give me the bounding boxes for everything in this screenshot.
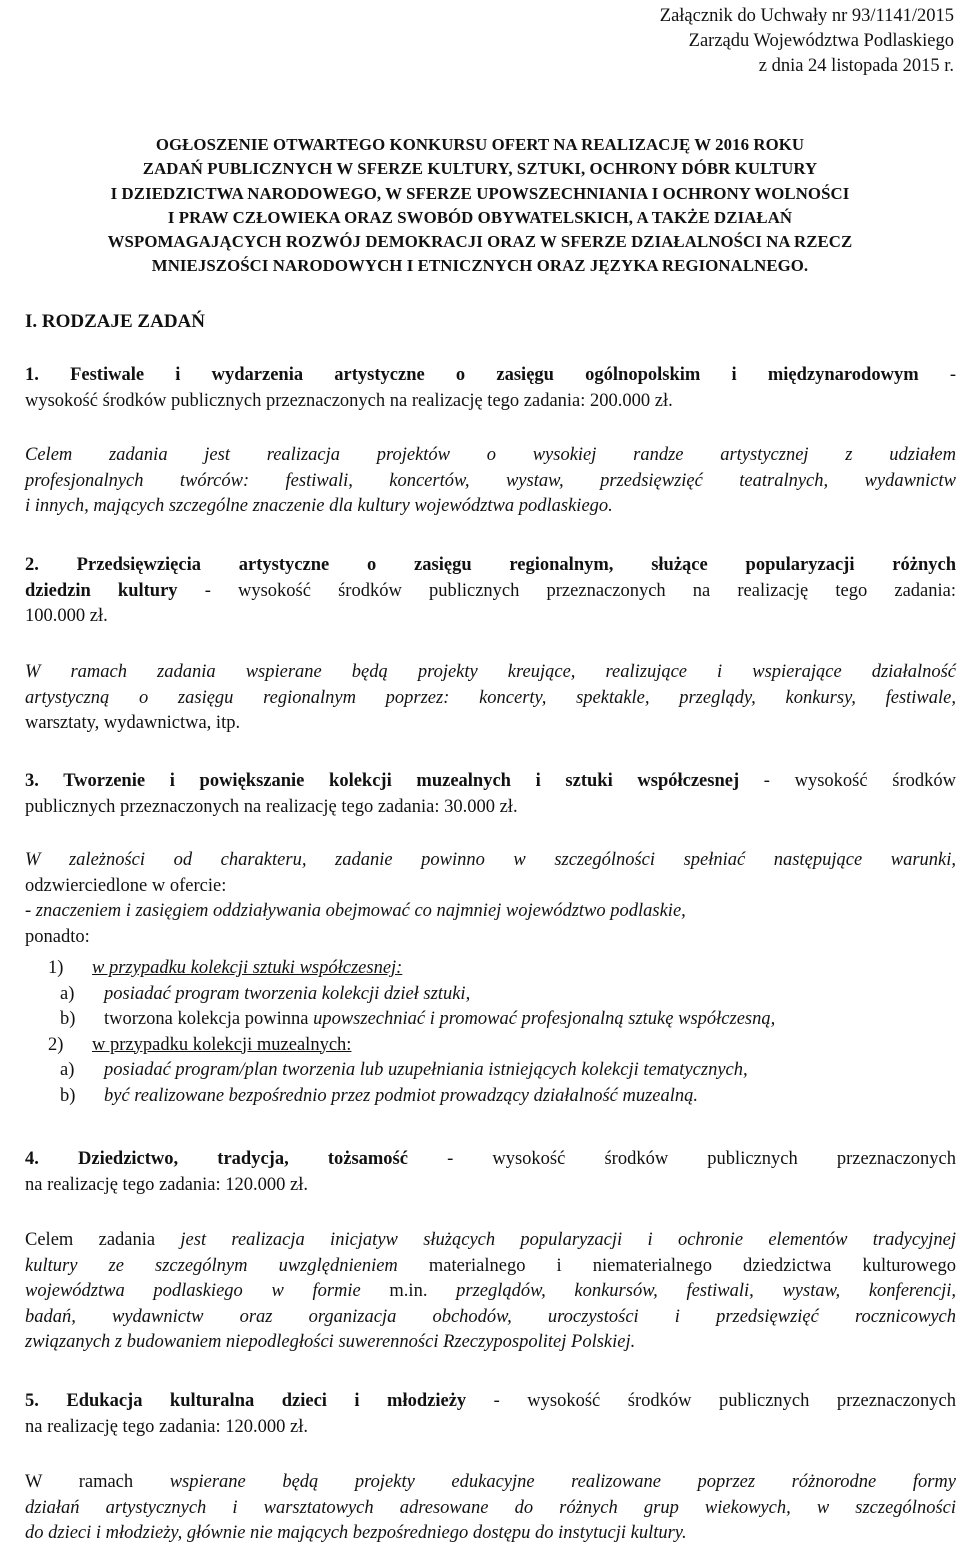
list-marker: 2) [48,1034,64,1055]
desc-line: do dzieci i młodzieży, głównie nie mających bezpośredniego dostępu do instytucji kultury. [25,1523,687,1543]
desc-line: artystyczną o zasięgu regionalnym poprzez: koncerty, spektakle, przeglądy, konkursy, festiwale, [25,687,956,708]
task-1-title: 1. Festiwale i wydarzenia artystyczne o zasięgu ogólnopolskim i międzynarodowym [25,365,919,385]
task-2-heading [25,553,956,630]
list-text: w przypadku kolekcji muzealnych: [92,1034,352,1055]
task-4-amount-cont: na realizację tego zadania: 120.000 zł. [25,1174,309,1195]
task-5-amount-cont: na realizację tego zadania: 120.000 zł. [25,1416,309,1437]
announcement-title [0,133,960,279]
attachment-header [660,4,954,79]
desc-line: badań, wydawnictw oraz organizacja obchodów, uroczystości i przedsięwzięć rocznicowych [25,1306,956,1327]
list-item [48,1084,775,1110]
task-5-description [25,1470,956,1547]
desc-part: m.in. [389,1281,428,1301]
list-marker: b) [60,1085,76,1106]
task-5-heading [25,1389,956,1440]
list-item [48,956,775,982]
desc-part: W ramach [25,1472,170,1492]
cond-line: ponadto: [25,926,90,947]
task-1-heading [25,363,956,414]
header-line: Załącznik do Uchwały nr 93/1141/2015 [659,6,954,26]
desc-line: i innych, mających szczególne znaczenie dla kultury województwa podlaskiego. [25,496,613,516]
list-item [48,1058,775,1084]
desc-part: jest realizacja inicjatyw służących popularyzacji i ochronie elementów tradycyjnej [180,1230,956,1250]
task-1-amount: wysokość środków publicznych przeznaczonych na realizację tego zadania: 200.000 zł. [25,390,673,411]
desc-line: profesjonalnych twórców: festiwali, koncertów, wystaw, przedsięwzięć teatralnych, wydawnictw [25,470,956,491]
task-3-heading [25,769,956,820]
desc-part: przeglądów, konkursów, festiwali, wystaw, konferencji, [427,1281,956,1301]
list-item [48,1007,775,1033]
desc-part: Celem zadania [25,1230,181,1250]
task-4-heading [25,1147,956,1198]
desc-part: województwa podlaskiego w formie [25,1281,390,1301]
list-marker: 1) [48,958,64,978]
task-5-amount: - wysokość środków publicznych przeznaczonych [466,1391,956,1411]
list-text: posiadać program/plan tworzenia lub uzupełniania istniejących kolekcji tematycznych, [104,1060,748,1080]
task-2-title: 2. Przedsięwzięcia artystyczne o zasięgu regionalnym, służące popularyzacji różnych [25,555,956,575]
task-3-conditions [25,848,956,950]
list-text: w przypadku kolekcji sztuki współczesnej: [92,958,403,978]
desc-part: kultury ze szczególnym uwzględnieniem [25,1255,429,1276]
header-line: Zarządu Województwa Podlaskiego [688,31,954,51]
title-line: ZADAŃ PUBLICZNYCH W SFERZE KULTURY, SZTUKI, OCHRONY DÓBR KULTURY [142,159,818,179]
task-4-title: 4. Dziedzictwo, tradycja, tożsamość [25,1149,408,1169]
task-3-list [48,956,775,1109]
list-text: upowszechniać i promować profesjonalną sztukę współczesną, [313,1009,776,1029]
task-4-amount: - wysokość środków publicznych przeznaczonych [407,1149,956,1169]
task-1-dash: - [918,365,956,385]
section-title: I. RODZAJE ZADAŃ [25,311,205,332]
task-2-amount-value: 100.000 zł. [25,606,108,626]
list-text: tworzona kolekcja powinna [104,1009,314,1029]
title-line: I PRAW CZŁOWIEKA ORAZ SWOBÓD OBYWATELSKICH, A TAKŻE DZIAŁAŃ [167,207,793,227]
list-marker: b) [60,1009,76,1029]
desc-part: materialnego i niematerialnego dziedzictwa kulturowego [428,1255,956,1276]
task-5-title: 5. Edukacja kulturalna dzieci i młodzieży [25,1391,467,1411]
desc-part: wspierane będą projekty edukacyjne realizowane poprzez różnorodne formy [169,1472,956,1492]
task-3-title: 3. Tworzenie i powiększanie kolekcji muzealnych i sztuki współczesnej [25,771,740,791]
task-2-title-cont: dziedzin kultury [25,580,178,601]
title-line: OGŁOSZENIE OTWARTEGO KONKURSU OFERT NA REALIZACJĘ W 2016 ROKU [155,135,805,154]
task-1-description [25,443,956,520]
title-line: MNIEJSZOŚCI NARODOWYCH I ETNICZNYCH ORAZ JĘZYKA REGIONALNEGO. [151,256,809,276]
task-4-description [25,1228,956,1356]
task-2-description [25,660,956,737]
list-marker: a) [60,983,75,1004]
list-item [48,1033,775,1059]
title-line: I DZIEDZICTWA NARODOWEGO, W SFERZE UPOWSZECHNIANIA I OCHRONY WOLNOŚCI [110,183,850,203]
cond-line: W zależności od charakteru, zadanie powinno w szczególności spełniać następujące warunki, [25,850,956,870]
list-text: posiadać program tworzenia kolekcji dzieł sztuki, [104,983,471,1004]
title-line: WSPOMAGAJĄCYCH ROZWÓJ DEMOKRACJI ORAZ W SFERZE DZIAŁALNOŚCI NA RZECZ [107,232,853,252]
task-3-amount: - wysokość środków [739,771,956,791]
header-line: z dnia 24 listopada 2015 r. [758,56,954,76]
desc-line: działań artystycznych i warsztatowych adresowane do różnych grup wiekowych, w szczególności [25,1497,956,1518]
desc-line: Celem zadania jest realizacja projektów o wysokiej randze artystycznej z udziałem [25,445,956,465]
cond-line: - znaczeniem i zasięgiem oddziaływania obejmować co najmniej województwo podlaskie, [25,901,686,921]
task-3-amount-cont: publicznych przeznaczonych na realizację tego zadania: 30.000 zł. [25,796,518,817]
desc-line: W ramach zadania wspierane będą projekty kreujące, realizujące i wspierające działalność [25,662,956,682]
list-text: być realizowane bezpośrednio przez podmiot prowadzący działalność muzealną. [104,1085,699,1106]
desc-line: związanych z budowaniem niepodległości suwerenności Rzeczypospolitej Polskiej. [25,1332,636,1352]
cond-line: odzwierciedlone w ofercie: [25,875,227,896]
list-item [48,982,775,1008]
task-2-amount: - wysokość środków publicznych przeznaczonych na realizację tego zadania: [177,580,957,601]
list-marker: a) [60,1060,75,1080]
desc-line: warsztaty, wydawnictwa, itp. [25,713,241,733]
